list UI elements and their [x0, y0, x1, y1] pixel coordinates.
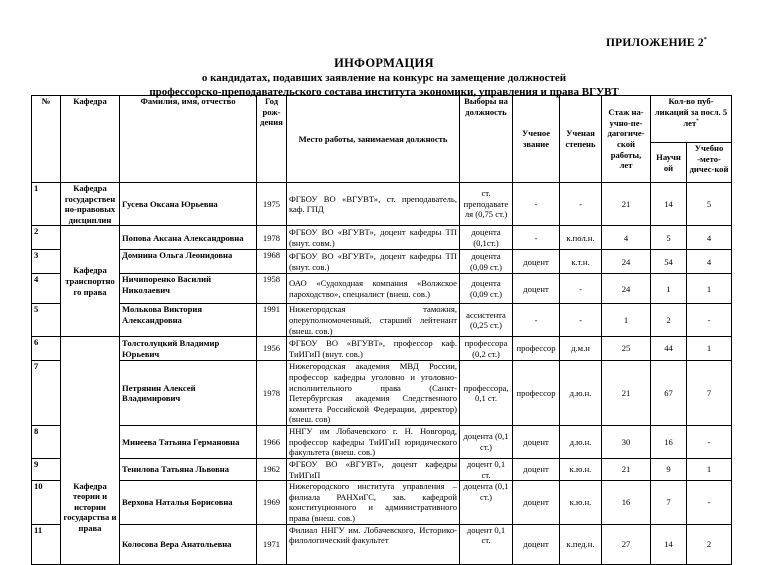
experience-cell: 1 [602, 304, 651, 337]
title-cell: доцент [513, 250, 560, 274]
table-row [32, 304, 732, 337]
name-cell: Молькова Виктория Александровна [120, 304, 257, 337]
experience-cell: 27 [602, 524, 651, 564]
sci-cell: 9 [651, 458, 687, 480]
position-cell: доцента (0,1 ст.) [460, 481, 513, 524]
candidates-table [31, 95, 732, 565]
name-cell: Минеева Татьяна Германовна [120, 426, 257, 459]
name-cell: Петрянин Алексей Владимирович [120, 361, 257, 426]
sci-cell: 1 [651, 274, 687, 304]
sci-cell: 7 [651, 481, 687, 524]
degree-cell: д.м.н [560, 337, 602, 361]
work-cell: ФГБОУ ВО «ВГУВТ», доцент кафедры ТП (внут. сов.) [287, 250, 460, 274]
sci-cell: 14 [651, 183, 687, 226]
work-cell: Нижегородская таможня, оперуполномоченный, старший лейтенант (внеш. сов.) [287, 304, 460, 337]
experience-cell: 21 [602, 361, 651, 426]
method-cell: 1 [687, 274, 732, 304]
experience-cell: 21 [602, 458, 651, 480]
position-cell: доцента (0,09 ст.) [460, 274, 513, 304]
degree-cell: - [560, 183, 602, 226]
table-header-row [32, 96, 732, 143]
year-cell: 1956 [257, 337, 287, 361]
name-cell: Гусева Оксана Юрьевна [120, 183, 257, 226]
method-cell: - [687, 304, 732, 337]
degree-cell: - [560, 304, 602, 337]
work-cell: ФГБОУ ВО «ВГУВТ», доцент кафедры ТП (внут. совм.) [287, 226, 460, 250]
method-cell: 2 [687, 524, 732, 564]
col-degree-header: Ученая степень [560, 96, 602, 183]
year-cell: 1966 [257, 426, 287, 459]
work-cell: ФГБОУ ВО «ВГУВТ», ст. преподаватель, каф. ГПД [287, 183, 460, 226]
position-cell: профессора (0,2 ст.) [460, 337, 513, 361]
appendix-label: ПРИЛОЖЕНИЕ 2* [606, 37, 707, 49]
col-num-header: № [32, 96, 61, 183]
col-publications-header: Кол-во пуб-ликаций за посл. 5 лет* [651, 96, 732, 143]
title-cell: - [513, 226, 560, 250]
row-num: 1 [32, 183, 61, 226]
col-year-header: Год рож-дения [257, 96, 287, 183]
sci-cell: 54 [651, 250, 687, 274]
row-num: 5 [32, 304, 61, 337]
position-cell: доцента (0,1ст.) [460, 226, 513, 250]
name-cell: Толстолуцкий Владимир Юрьевич [120, 337, 257, 361]
sci-cell: 16 [651, 426, 687, 459]
work-cell: Филиал ННГУ им. Лобачевского, Историко-филологический факультет [287, 524, 460, 564]
position-cell: доцента (0,09 ст.) [460, 250, 513, 274]
position-cell: профессора, 0,1 ст. [460, 361, 513, 426]
work-cell: ФГБОУ ВО «ВГУВТ», профессор каф. ТиИГиП (внут. сов.) [287, 337, 460, 361]
document-title: ИНФОРМАЦИЯ [334, 56, 434, 70]
degree-cell: д.ю.н. [560, 361, 602, 426]
experience-cell: 16 [602, 481, 651, 524]
col-scientific-header: Научн ой [651, 143, 687, 183]
year-cell: 1969 [257, 481, 287, 524]
row-num: 9 [32, 458, 61, 480]
work-cell: ОАО «Судоходная компания «Волжское пароходство», специалист (внеш. сов.) [287, 274, 460, 304]
year-cell: 1968 [257, 250, 287, 274]
row-num: 2 [32, 226, 61, 250]
col-title-header: Ученое звание [513, 96, 560, 183]
table-row [32, 426, 732, 459]
name-cell: Домнина Ольга Леонидовна [120, 250, 257, 274]
method-cell: 7 [687, 361, 732, 426]
degree-cell: к.т.н. [560, 250, 602, 274]
experience-cell: 4 [602, 226, 651, 250]
col-position-header: Выборы на должность [460, 96, 513, 183]
sci-cell: 67 [651, 361, 687, 426]
sci-cell: 5 [651, 226, 687, 250]
degree-cell: д.ю.н. [560, 426, 602, 459]
title-cell: профессор [513, 337, 560, 361]
work-cell: ННГУ им Лобачевского г. Н. Новгород, профессор кафедры ТиИГиП юридического факультета (внеш. сов.) [287, 426, 460, 459]
table-row [32, 274, 732, 304]
method-cell: 1 [687, 458, 732, 480]
name-cell: Попова Аксана Александровна [120, 226, 257, 250]
title-cell: доцент [513, 458, 560, 480]
experience-cell: 25 [602, 337, 651, 361]
year-cell: 1958 [257, 274, 287, 304]
row-num: 6 [32, 337, 61, 361]
document-subtitle: о кандидатах, подавших заявление на конкурс на замещение должностей [201, 72, 567, 84]
row-num: 3 [32, 250, 61, 274]
degree-cell: к.пол.н. [560, 226, 602, 250]
year-cell: 1975 [257, 183, 287, 226]
name-cell: Ничипоренко Василий Николаевич [120, 274, 257, 304]
title-cell: профессор [513, 361, 560, 426]
degree-cell: к.ю.н. [560, 481, 602, 524]
name-cell: Колосова Вера Анатольевна [120, 524, 257, 564]
degree-cell: к.пед.н. [560, 524, 602, 564]
year-cell: 1978 [257, 226, 287, 250]
document-heading [0, 56, 768, 99]
table-row [32, 226, 732, 250]
position-cell: доцента (0,1 ст.) [460, 426, 513, 459]
table-row [32, 458, 732, 480]
method-cell: 4 [687, 226, 732, 250]
title-cell: доцент [513, 481, 560, 524]
degree-cell: к.ю.н. [560, 458, 602, 480]
position-cell: ассистента (0,25 ст.) [460, 304, 513, 337]
dept-cell: Кафедра транспортно го права [61, 226, 120, 337]
row-num: 10 [32, 481, 61, 524]
col-experience-header: Стаж на-учно-пе-дагогиче-ской работы, лет [602, 96, 651, 183]
position-cell: доцент 0,1 ст. [460, 524, 513, 564]
document-subtitle-2: профессорско-преподавательского состава института экономики, управления и права ВГУВТ [149, 86, 619, 98]
title-cell: - [513, 183, 560, 226]
table-row [32, 337, 732, 361]
table-row [32, 250, 732, 274]
experience-cell: 30 [602, 426, 651, 459]
col-methodical-header: Учебно -мето-дичес-кой [687, 143, 732, 183]
position-cell: ст. преподавате ля (0,75 ст.) [460, 183, 513, 226]
sci-cell: 14 [651, 524, 687, 564]
experience-cell: 21 [602, 183, 651, 226]
method-cell: 1 [687, 337, 732, 361]
degree-cell: - [560, 274, 602, 304]
experience-cell: 24 [602, 274, 651, 304]
method-cell: 4 [687, 250, 732, 274]
name-cell: Верхова Наталья Борисовна [120, 481, 257, 524]
table-row [32, 481, 732, 524]
col-dept-header: Кафедра [61, 96, 120, 183]
year-cell: 1962 [257, 458, 287, 480]
row-num: 11 [32, 524, 61, 564]
position-cell: доцент 0,1 ст. [460, 458, 513, 480]
table-row [32, 183, 732, 226]
table-row [32, 524, 732, 564]
dept-cell: Кафедра государствен но-правовых дисциплин [61, 183, 120, 226]
dept-cell: Кафедра теории и истории государства и права [61, 337, 120, 564]
title-cell: - [513, 304, 560, 337]
title-cell: доцент [513, 274, 560, 304]
title-cell: доцент [513, 524, 560, 564]
col-work-header: Место работы, занимаемая должность [287, 96, 460, 183]
work-cell: Нижегородская академия МВД России, профессор кафедры уголовно и уголовно-исполнительного права (Санкт-Петербургская академия Следственного комитета Российской Федерации, директор) (внеш. сов) [287, 361, 460, 426]
method-cell: - [687, 426, 732, 459]
method-cell: 5 [687, 183, 732, 226]
experience-cell: 24 [602, 250, 651, 274]
work-cell: Нижегородского института управления – филиала РАНХиГС, зав. кафедрой конституционного и административного права (внеш. сов.) [287, 481, 460, 524]
name-cell: Тенилова Татьяна Львовна [120, 458, 257, 480]
col-name-header: Фамилия, имя, отчество [120, 96, 257, 183]
title-cell: доцент [513, 426, 560, 459]
work-cell: ФГБОУ ВО «ВГУВТ», доцент кафедры ТиИГиП [287, 458, 460, 480]
year-cell: 1991 [257, 304, 287, 337]
year-cell: 1978 [257, 361, 287, 426]
table-row [32, 361, 732, 426]
sci-cell: 44 [651, 337, 687, 361]
method-cell: - [687, 481, 732, 524]
row-num: 8 [32, 426, 61, 459]
footnote-mark: * [703, 37, 707, 44]
year-cell: 1971 [257, 524, 287, 564]
row-num: 4 [32, 274, 61, 304]
sci-cell: 2 [651, 304, 687, 337]
row-num: 7 [32, 361, 61, 426]
